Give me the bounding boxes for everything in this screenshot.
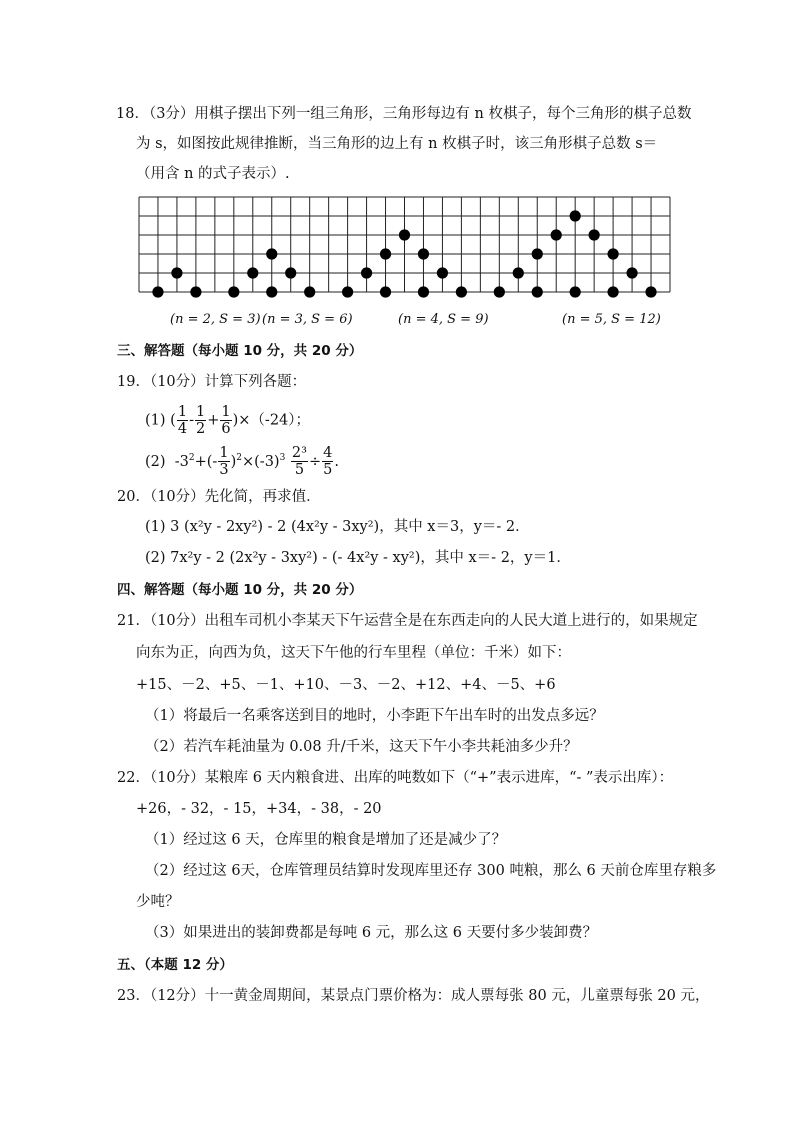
q19-p1-num: (1) — [145, 412, 166, 429]
q21-line2: 向东为正，向西为负，这天下午他的行车里程（单位：千米）如下： — [136, 645, 571, 661]
q20-part2: (2) 7x²y - 2 (2x²y - 3xy²) - (- 4x²y - xy²)，其中 x＝- 2，y＝1． — [145, 550, 571, 566]
figure-label-n3: (n = 3, S = 6) — [262, 312, 353, 327]
q22-part3: （3）如果进出的装卸费都是每吨 6 元，那么这 6 天要付多少装卸费？ — [145, 925, 598, 941]
q18-line1: 18．（3分）用棋子摆出下列一组三角形，三角形每边有 n 枚棋子，每个三角形的棋子总数 — [116, 106, 692, 122]
chess-piece — [361, 267, 372, 278]
chess-piece — [570, 286, 581, 297]
chess-piece — [399, 229, 410, 240]
q22-part2-line1: （2）经过这 6天，仓库管理员结算时发现库里还存 300 吨粮，那么 6 天前仓库里存粮多 — [145, 863, 717, 879]
chess-piece — [285, 267, 296, 278]
chess-triangle-figure — [0, 0, 794, 340]
fraction-1-6: $\frac{1}{6}$ — [221, 404, 231, 437]
chess-piece — [551, 229, 562, 240]
q19-p2-b: +(- — [194, 453, 218, 470]
q19-p2-end: . — [334, 453, 339, 470]
chess-piece — [266, 286, 277, 297]
q22-line2: +26，- 32，- 15，+34，- 38，- 20 — [136, 801, 382, 817]
q19-p2-a: -3 — [174, 453, 189, 470]
chess-piece — [190, 286, 201, 297]
fraction-4-5: $\frac{4}{5}$ — [323, 445, 333, 479]
chess-piece — [589, 229, 600, 240]
chess-piece — [626, 267, 637, 278]
chess-piece — [608, 248, 619, 259]
q21-part1: （1）将最后一名乘客送到目的地时，小李距下午出车时的出发点多远？ — [145, 708, 604, 724]
q19-title: 19．（10分）计算下列各题： — [117, 374, 307, 390]
chess-piece — [418, 286, 429, 297]
fraction-1-4: $\frac{1}{4}$ — [177, 404, 188, 437]
section-3-heading: 三、解答题（每小题 10 分，共 20 分） — [117, 343, 363, 359]
fraction-2cubed-5: $\frac{\text{2³}}{5}$ — [291, 445, 307, 479]
chess-piece — [532, 286, 543, 297]
q22-part1: （1）经过这 6 天，仓库里的粮食是增加了还是减少了？ — [145, 832, 507, 848]
chess-piece — [494, 286, 505, 297]
figure-label-n2: (n = 2, S = 3) — [170, 312, 261, 327]
chess-piece — [247, 267, 258, 278]
q21-line1: 21．（10分）出租车司机小李某天下午运营全是在东西走向的人民大道上进行的，如果规定 — [117, 613, 698, 629]
chess-piece — [266, 248, 277, 259]
q19-p2-c: ) — [230, 453, 237, 470]
fraction-1-3: $\frac{1}{3}$ — [219, 445, 229, 479]
q21-part2: （2）若汽车耗油量为 0.08 升/千米，这天下午小李共耗油多少升？ — [145, 739, 578, 755]
figure-label-n4: (n = 4, S = 9) — [398, 312, 489, 327]
chess-piece — [532, 248, 543, 259]
chess-piece — [608, 286, 619, 297]
q19-p1-tail: ×（-24）； — [238, 412, 311, 429]
q19-p2-num: (2) — [145, 453, 166, 470]
q22-part2-line2: 少吨？ — [136, 894, 180, 910]
chess-piece — [171, 267, 182, 278]
q19-part1: (1) ( $\frac{1}{4}$ - $\frac{1}{2}$ + $\frac{1}{6}$ )×（-24）； — [145, 404, 311, 437]
chess-piece — [456, 286, 467, 297]
chess-piece — [228, 286, 239, 297]
chess-piece — [437, 267, 448, 278]
q22-line1: 22．（10分）某粮库 6 天内粮食进、出库的吨数如下（“+”表示进库，“- ”表示出库）： — [117, 770, 674, 786]
q19-p2-e: ÷ — [308, 453, 322, 470]
q18-line2: 为 s，如图按此规律推断，当三角形的边上有 n 枚棋子时，该三角形棋子总数 s＝ — [136, 136, 658, 152]
q20-part1: (1) 3 (x²y - 2xy²) - 2 (4x²y - 3xy²)，其中 x＝3，y＝- 2． — [145, 519, 530, 535]
chess-piece — [380, 286, 391, 297]
q18-line3: （用含 n 的式子表示）. — [136, 166, 290, 182]
figure-label-n5: (n = 5, S = 12) — [562, 312, 661, 327]
chess-piece — [342, 286, 353, 297]
section-4-heading: 四、解答题（每小题 10 分，共 20 分） — [117, 582, 363, 598]
chess-piece — [380, 248, 391, 259]
q20-title: 20．（10分）先化简，再求值． — [117, 489, 321, 505]
chess-piece — [152, 286, 163, 297]
chess-piece — [304, 286, 315, 297]
chess-piece — [570, 210, 581, 221]
chess-piece — [418, 248, 429, 259]
q19-p2-d: ×(-3) — [241, 453, 280, 470]
q23-line1: 23．（12分）十一黄金周期间，某景点门票价格为：成人票每张 80 元，儿童票每张 20 元， — [117, 988, 710, 1004]
q21-line3: +15、－2、+5、－1、+10、－3、－2、+12、+4、－5、+6 — [136, 677, 556, 693]
q19-part2: (2) $-3^2+(-$ $\frac{1}{3}$ )$^2\times(-3)^3$ $\frac{\text{2³}}{5}$ ÷ $\frac{4}{5}$ . — [145, 445, 339, 479]
section-5-heading: 五、（本题 12 分） — [117, 957, 233, 973]
chess-piece — [513, 267, 524, 278]
fraction-1-2: $\frac{1}{2}$ — [195, 404, 206, 437]
chess-piece — [645, 286, 656, 297]
